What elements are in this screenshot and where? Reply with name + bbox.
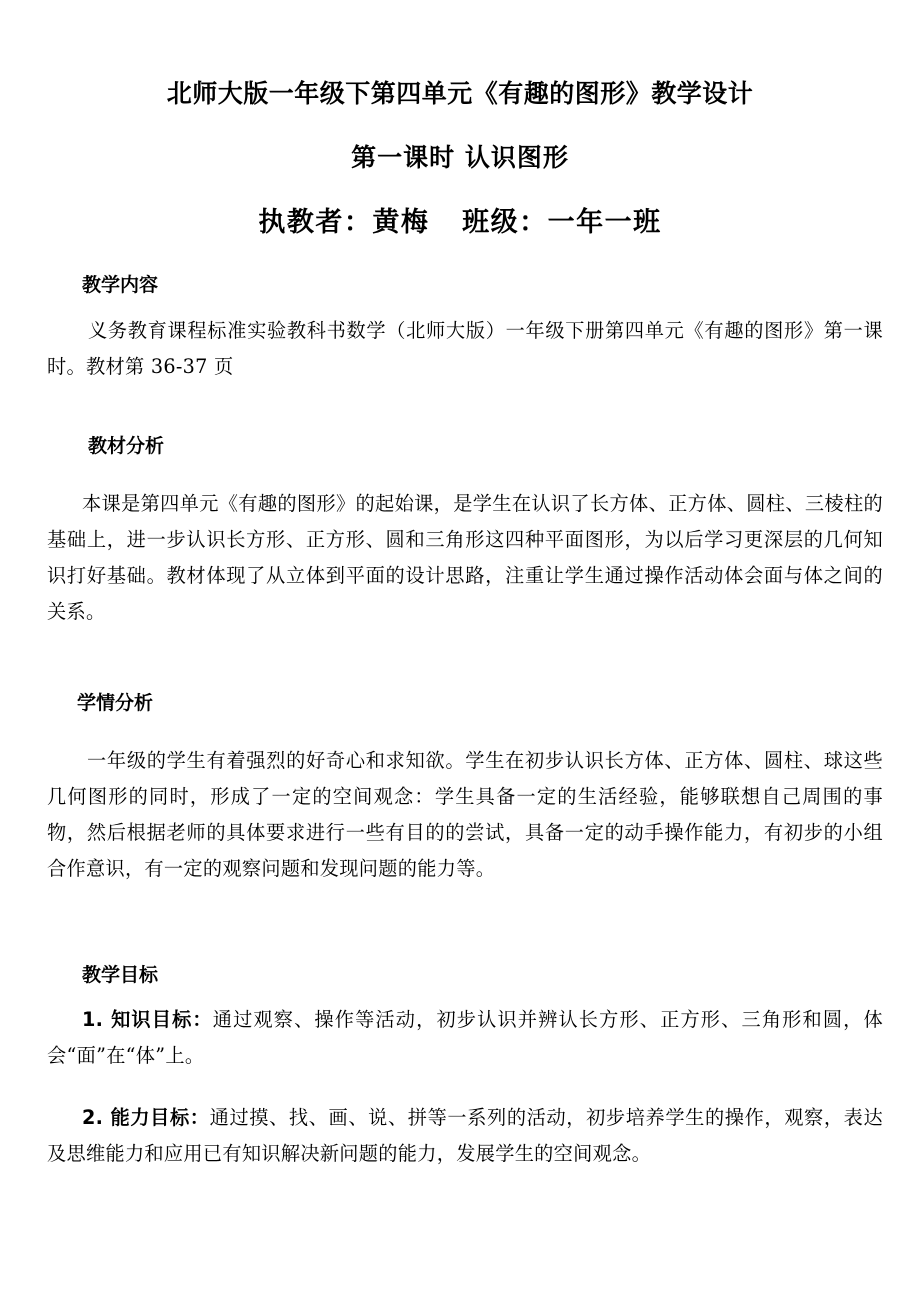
- paragraph-student-analysis: 一年级的学生有着强烈的好奇心和求知欲。学生在初步认识长方体、正方体、圆柱、球这些几何图形的同时，形成了一定的空间观念：学生具备一定的生活经验，能够联想自己周围的事物，然后根据老师的具体要求进行一些有目的的尝试，具备一定的动手操作能力，有初步的小组合作意识，有一定的观察问题和发现问题的能力等。: [47, 749, 883, 880]
- goal-item-ability: [47, 1100, 883, 1171]
- document-title: 北师大版一年级下第四单元《有趣的图形》教学设计: [166, 79, 754, 108]
- lesson-subtitle: 第一课时 认识图形: [351, 143, 569, 172]
- paragraph-teaching-content: 义务教育课程标准实验教科书数学（北师大版）一年级下册第四单元《有趣的图形》第一课时。教材第 36-37 页: [47, 319, 883, 378]
- heading-teaching-goals: 教学目标: [82, 964, 159, 986]
- heading-student-analysis: 学情分析: [77, 692, 154, 714]
- author-class-line: 执教者：黄梅 班级：一年一班: [258, 207, 662, 238]
- heading-material-analysis: 教材分析: [88, 435, 165, 457]
- goal-text-knowledge: 通过观察、操作等活动，初步认识并辨认长方形、正方形、三角形和圆，体会“面”在“体”上。: [47, 1008, 883, 1067]
- heading-teaching-content: 教学内容: [82, 274, 159, 296]
- goal-item-knowledge: [47, 1002, 883, 1073]
- goal-label-ability: 2. 能力目标：: [82, 1106, 210, 1129]
- paragraph-material-analysis: 本课是第四单元《有趣的图形》的起始课，是学生在认识了长方体、正方体、圆柱、三棱柱的基础上，进一步认识长方形、正方形、圆和三角形这四种平面图形，为以后学习更深层的几何知识打好基础。教材体现了从立体到平面的设计思路，注重让学生通过操作活动体会面与体之间的关系。: [47, 492, 883, 623]
- goal-text-ability: 通过摸、找、画、说、拼等一系列的活动，初步培养学生的操作，观察，表达及思维能力和应用已有知识解决新问题的能力，发展学生的空间观念。: [47, 1106, 883, 1165]
- goal-label-knowledge: 1. 知识目标：: [82, 1008, 213, 1031]
